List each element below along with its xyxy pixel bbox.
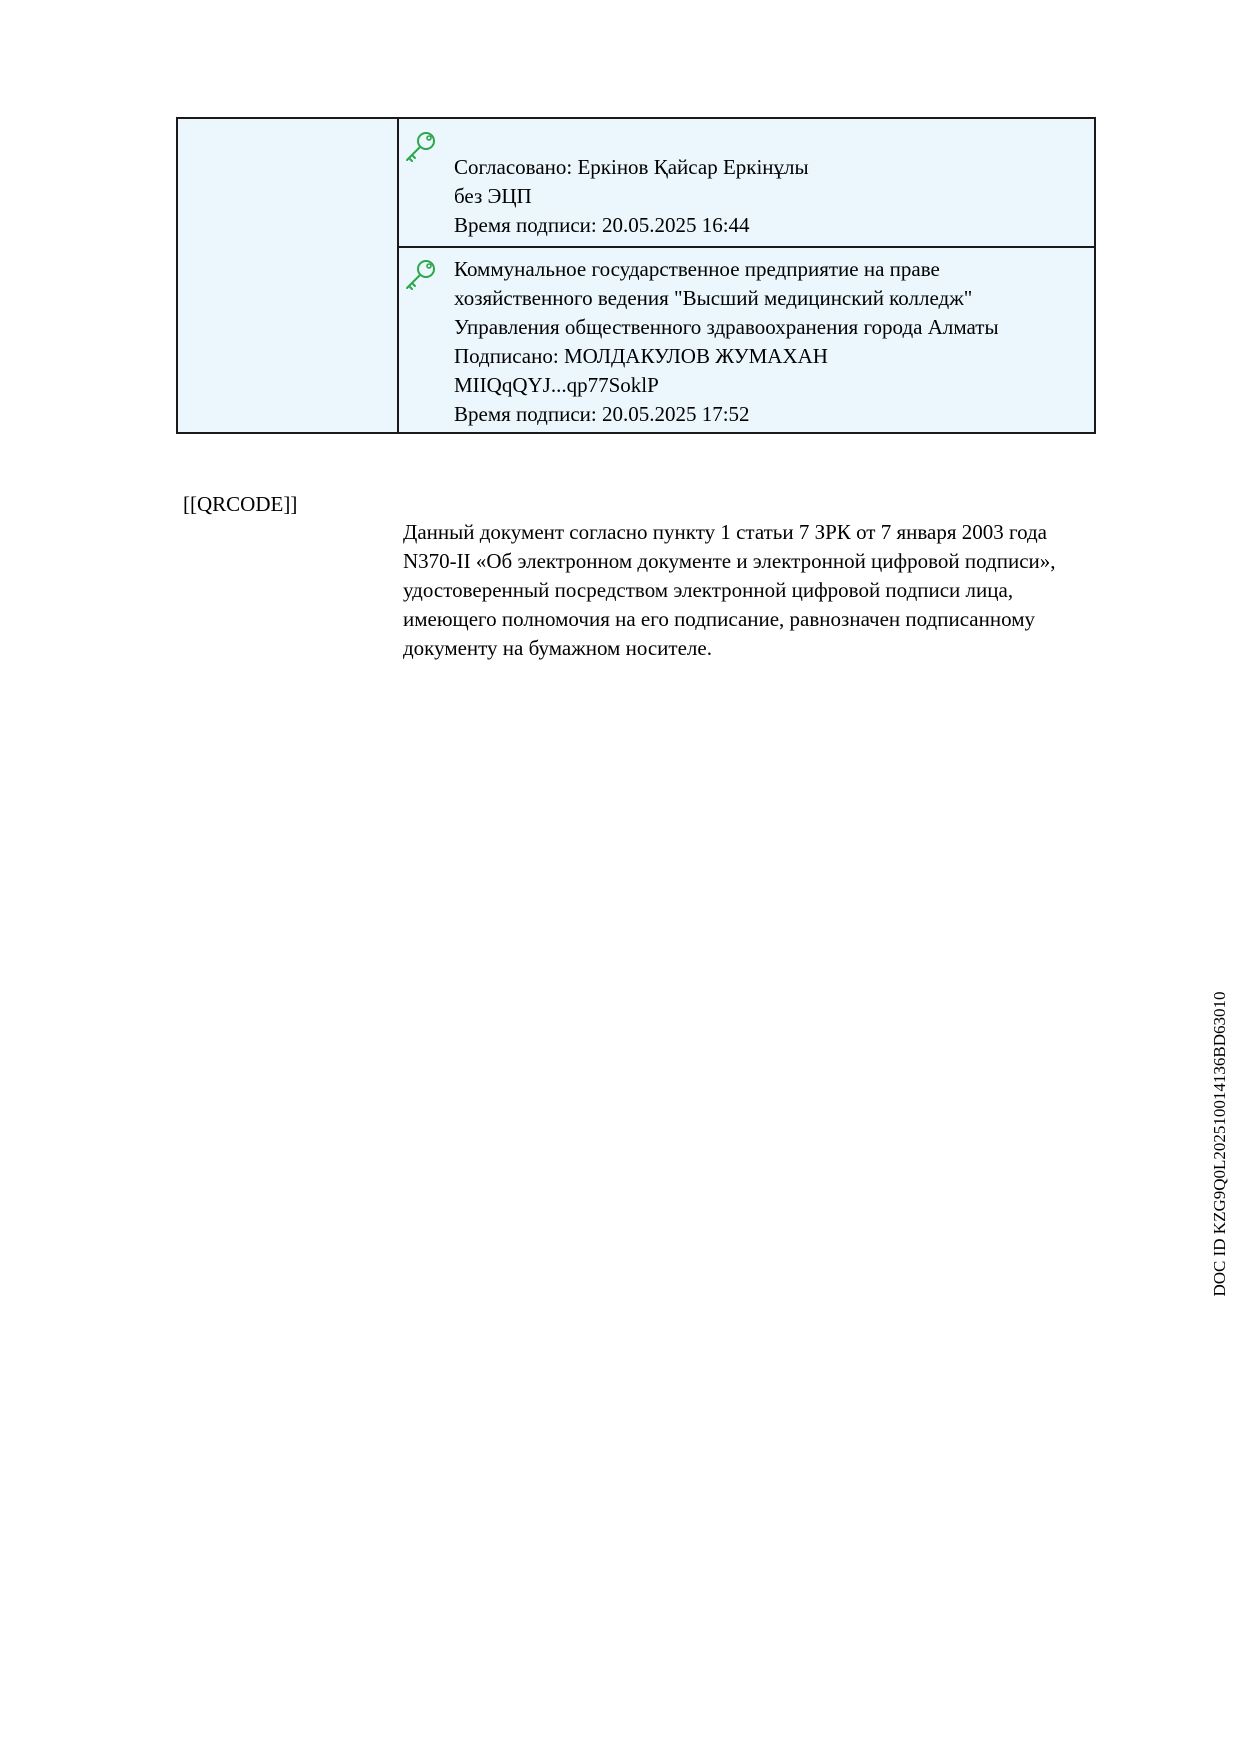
signature-cell-approval	[398, 118, 1095, 247]
signature-row	[177, 118, 1095, 247]
legal-notice-line: документу на бумажном носителе.	[403, 636, 712, 660]
organization-line: хозяйственного ведения "Высший медицинский колледж"	[454, 286, 973, 310]
signature-details	[454, 255, 999, 429]
key-icon	[404, 258, 438, 292]
signer-line: Подписано: МОЛДАКУЛОВ ЖУМАХАН	[454, 344, 828, 368]
signature-time-line: Время подписи: 20.05.2025 17:52	[454, 402, 750, 426]
key-icon	[404, 130, 438, 164]
legal-notice-line: имеющего полномочия на его подписание, равнозначен подписанному	[403, 607, 1035, 631]
legal-notice-line: Данный документ согласно пункту 1 статьи 7 ЗРК от 7 января 2003 года	[403, 520, 1047, 544]
signature-table	[176, 117, 1096, 434]
legal-notice-line: удостоверенный посредством электронной цифровой подписи лица,	[403, 578, 1014, 602]
legal-notice	[403, 518, 1103, 663]
signature-cell-signed	[398, 247, 1095, 433]
certificate-line: MIIQqQYJ...qp77SoklP	[454, 373, 659, 397]
signature-time-line: Время подписи: 20.05.2025 16:44	[454, 213, 750, 237]
signature-details	[454, 153, 809, 240]
approval-line: Согласовано: Еркінов Қайсар Еркінұлы	[454, 155, 809, 179]
qrcode-placeholder: [[QRCODE]]	[183, 492, 298, 516]
organization-line: Управления общественного здравоохранения города Алматы	[454, 315, 999, 339]
organization-line: Коммунальное государственное предприятие на праве	[454, 257, 940, 281]
legal-notice-line: N370-II «Об электронном документе и электронной цифровой подписи»,	[403, 549, 1056, 573]
signature-type-line: без ЭЦП	[454, 184, 532, 208]
doc-id: DOC ID KZG9Q0L202510014136BD63010	[1210, 991, 1229, 1297]
empty-left-cell	[177, 118, 398, 433]
